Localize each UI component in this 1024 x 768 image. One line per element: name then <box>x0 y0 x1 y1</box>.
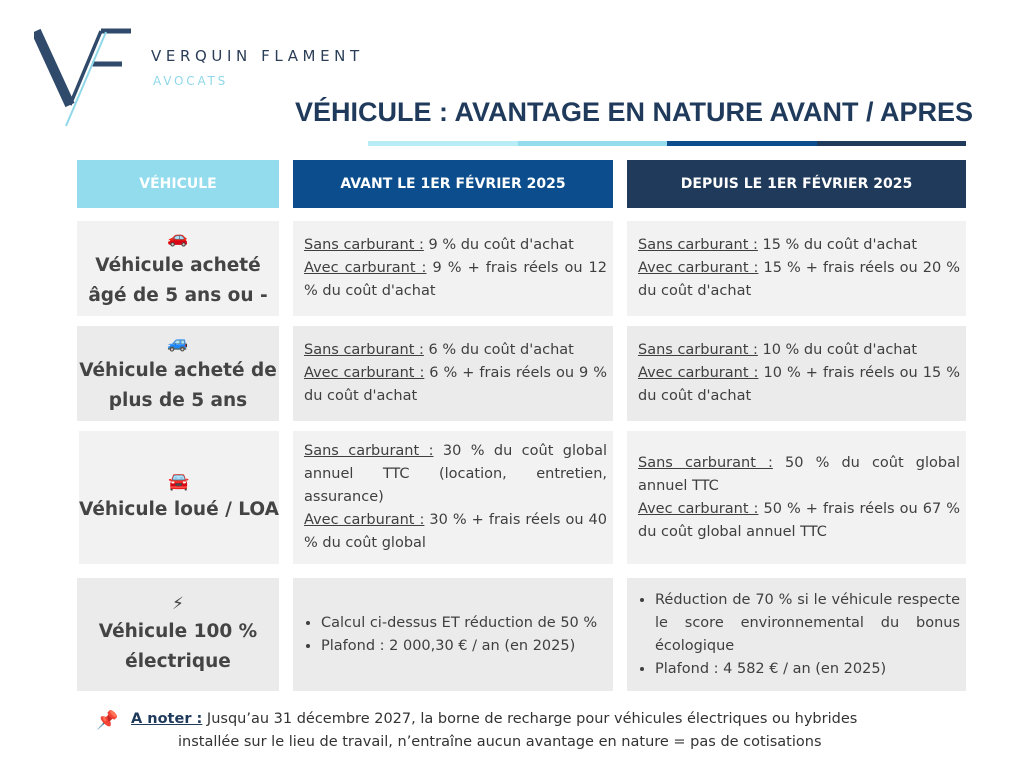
with-fuel-label: Avec carburant : <box>638 500 759 517</box>
header-vehicle: VÉHICULE <box>77 160 279 208</box>
oncoming-car-icon: 🚘 <box>168 471 190 492</box>
page-title: VÉHICULE : AVANTAGE EN NATURE AVANT / APRES <box>294 97 973 127</box>
verquin-flament-logo <box>34 28 134 128</box>
before-cell-old <box>293 326 613 421</box>
after-cell-electric <box>627 578 966 691</box>
with-fuel-value: 9 % + frais réels ou 12 % du coût d'achat <box>304 260 607 299</box>
footnote-line-1 <box>131 708 857 731</box>
brand-name: VERQUIN FLAMENT <box>151 47 364 65</box>
list-item: • Plafond : 4 582 € / an (en 2025) <box>655 658 960 681</box>
footnote-line-2: installée sur le lieu de travail, n’entraîne aucun avantage en nature = pas de cotisations <box>178 734 822 750</box>
footnote-text-1: Jusqu’au 31 décembre 2027, la borne de recharge pour véhicules électriques ou hybrides <box>202 711 858 727</box>
without-fuel-label: Sans carburant : <box>638 342 758 358</box>
vehicle-label: Véhicule acheté âgé de 5 ans ou - <box>88 254 268 306</box>
blue-suv-icon: 🚙 <box>167 332 189 353</box>
without-fuel-value: 6 % du coût d'achat <box>423 342 574 358</box>
with-fuel-label: Avec carburant : <box>638 365 759 381</box>
list-item: • Réduction de 70 % si le véhicule respecte le score environnemental du bonus écologique <box>655 589 960 658</box>
without-fuel-label: Sans carburant : <box>304 443 434 459</box>
brand-subtitle: AVOCATS <box>153 74 229 88</box>
before-cell-leased <box>293 431 613 564</box>
title-underline <box>368 141 966 146</box>
with-fuel-label: Avec carburant : <box>638 260 759 276</box>
lightning-icon: ⚡ <box>172 593 184 614</box>
after-cell-old <box>627 326 966 421</box>
after-cell-leased <box>627 431 966 564</box>
before-cell-new <box>293 221 613 316</box>
pushpin-icon: 📌 <box>96 710 119 731</box>
without-fuel-label: Sans carburant : <box>304 237 424 253</box>
with-fuel-value: 10 % + frais réels ou 15 % du coût d'achat <box>638 365 960 404</box>
before-cell-electric <box>293 578 613 691</box>
with-fuel-value: 15 % + frais réels ou 20 % du coût d'achat <box>638 260 960 299</box>
header-after: DEPUIS LE 1ER FÉVRIER 2025 <box>627 160 966 208</box>
with-fuel-label: Avec carburant : <box>304 260 427 276</box>
header-before: AVANT LE 1ER FÉVRIER 2025 <box>293 160 613 208</box>
vehicle-cell-leased <box>79 431 279 564</box>
without-fuel-value: 50 % du coût global annuel TTC <box>638 454 961 494</box>
vehicle-label: Véhicule loué / LOA <box>79 498 279 520</box>
without-fuel-value: 15 % du coût d'achat <box>757 237 918 253</box>
with-fuel-label: Avec carburant : <box>304 365 425 381</box>
with-fuel-value: 6 % + frais réels ou 9 % du coût d'achat <box>304 365 607 404</box>
vehicle-cell-new <box>77 221 279 316</box>
list-item: • Plafond : 2 000,30 € / an (en 2025) <box>321 635 607 658</box>
with-fuel-value: 50 % + frais réels ou 67 % du coût global annuel TTC <box>638 500 960 540</box>
red-car-icon: 🚗 <box>167 227 189 248</box>
without-fuel-value: 30 % du coût global annuel TTC (location, entretien, assurance) <box>304 443 608 505</box>
without-fuel-label: Sans carburant : <box>304 342 424 358</box>
vehicle-cell-electric <box>77 578 279 691</box>
vehicle-label: Véhicule 100 % électrique <box>98 620 258 672</box>
list-item: • Calcul ci-dessus ET réduction de 50 % <box>321 612 607 635</box>
without-fuel-label: Sans carburant : <box>638 237 758 253</box>
vehicle-label: Véhicule acheté de plus de 5 ans <box>79 359 277 411</box>
without-fuel-label: Sans carburant : <box>638 454 773 471</box>
with-fuel-value: 30 % + frais réels ou 40 % du coût global <box>304 512 607 551</box>
vehicle-cell-old <box>77 326 279 421</box>
without-fuel-value: 9 % du coût d'achat <box>423 237 574 253</box>
with-fuel-label: Avec carburant : <box>304 512 425 528</box>
without-fuel-value: 10 % du coût d'achat <box>757 342 918 358</box>
note-label: A noter : <box>131 711 203 727</box>
after-cell-new <box>627 221 966 316</box>
